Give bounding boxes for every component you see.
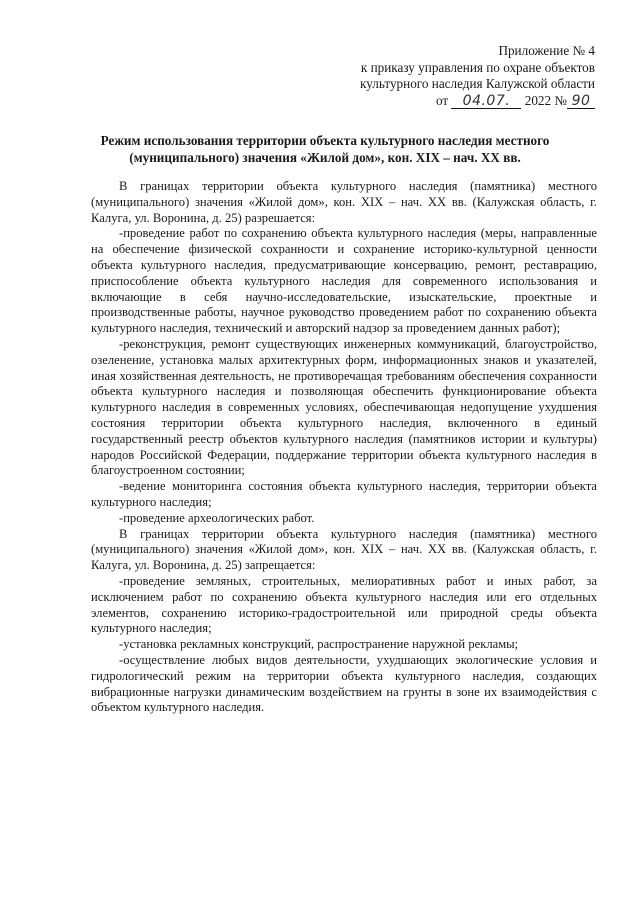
- appendix-number: Приложение № 4: [498, 43, 595, 58]
- order-number-field: [567, 94, 595, 109]
- paragraph-monitoring: -ведение мониторинга состояния объекта культурного наследия, территории объекта культурного наследия;: [91, 479, 597, 509]
- order-date-line: [360, 93, 595, 110]
- order-date-field: [451, 94, 521, 109]
- issuing-authority: культурного наследия Калужской области: [360, 76, 595, 91]
- paragraph-environment-ban: -осуществление любых видов деятельности, ухудшающих экологические условия и гидрологический режим на территории объекта культурного наследия, создающих вибрационные нагрузки динамическим воздействием на грунты в зоне их взаимодействия с объектом культурного наследия.: [91, 652, 597, 715]
- handwritten-date: 04.07.: [462, 92, 511, 109]
- paragraph-reconstruction: -реконструкция, ремонт существующих инженерных коммуникаций, благоустройство, озеленение, установка малых архитектурных форм, информационных знаков и указателей, иная хозяйственная деятельность, не противоречащая требованиям обеспечения сохранности объекта культурного наследия и позволяющая обеспечить функционирование объекта культурного наследия в современных условиях, обеспечивающая недопущение ухудшения состояния территории объекта культурного наследия, включенного в единый государственный реестр объектов культурного наследия (памятников истории и культуры) народов Российской Федерации, поддержание территории объекта культурного наследия в благоустроенном состоянии;: [91, 336, 597, 478]
- paragraph-advertising-ban: -установка рекламных конструкций, распространение наружной рекламы;: [119, 637, 519, 652]
- paragraph-permitted-intro: В границах территории объекта культурного наследия (памятника) местного (муниципального) значения «Жилой дом», кон. XIX – нач. XX вв. (Калужская область, г. Калуга, ул. Воронина, д. 25) разрешается:: [91, 179, 597, 225]
- year-number-label: 2022 №: [524, 92, 567, 108]
- from-label: от: [435, 92, 449, 108]
- appendix-header: [360, 43, 595, 109]
- paragraph-archaeology: -проведение археологических работ.: [119, 510, 315, 525]
- document-body: [91, 179, 597, 716]
- paragraph-earthworks-ban: -проведение земляных, строительных, мелиоративных работ и иных работ, за исключением работ по сохранению объекта культурного наследия или его отдельных элементов, сохранению историко-градостроительной или природной среды объекта культурного наследия;: [91, 573, 597, 636]
- document-title: [60, 132, 590, 166]
- paragraph-preservation-works: -проведение работ по сохранению объекта культурного наследия (меры, направленные на обеспечение физической сохранности и сохранение историко-культурной ценности объекта культурного наследия, предусматривающие консервацию, ремонт, реставрацию, приспособление объекта культурного наследия для современного использования и включающие в себя научно-исследовательские, изыскательские, проектные и производственные работы, научное руководство проведением работ по сохранению объекта культурного наследия, технический и авторский надзор за проведением данных работ);: [91, 226, 597, 336]
- title-line-1: Режим использования территории объекта культурного наследия местного: [100, 133, 550, 148]
- title-line-2: (муниципального) значения «Жилой дом», кон. XIX – нач. XX вв.: [129, 150, 521, 165]
- order-reference: к приказу управления по охране объектов: [360, 59, 595, 75]
- handwritten-number: 90: [571, 92, 591, 109]
- paragraph-prohibited-intro: В границах территории объекта культурного наследия (памятника) местного (муниципального) значения «Жилой дом», кон. XIX – нач. XX вв. (Калужская область, г. Калуга, ул. Воронина, д. 25) запрещается:: [91, 526, 597, 573]
